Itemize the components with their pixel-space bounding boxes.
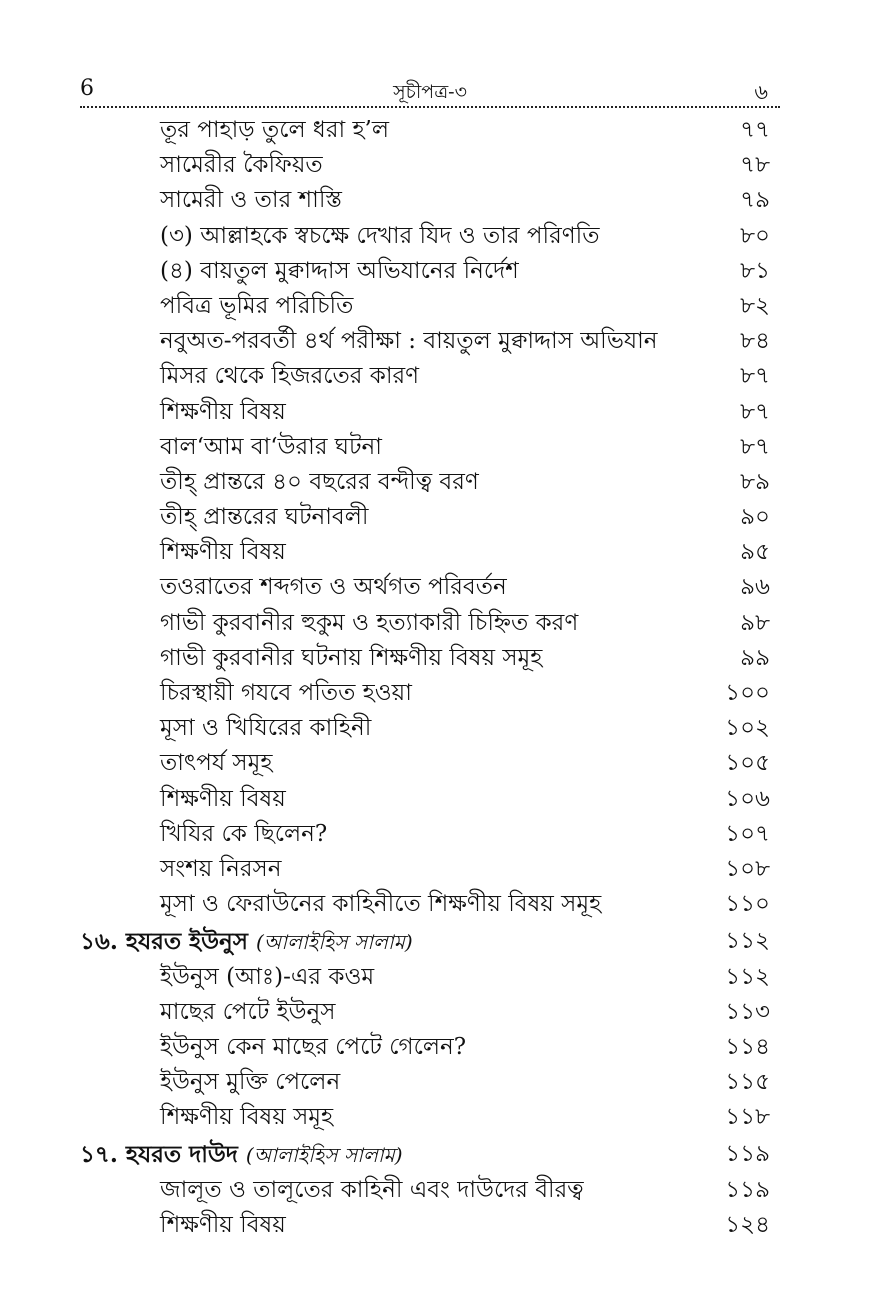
entry-title: শিক্ষণীয় বিষয় [160,398,286,425]
toc-entry [80,1100,770,1135]
entry-title: তওরাতের শব্দগত ও অর্থগত পরিবর্তন [160,574,507,601]
toc-entry [80,254,770,289]
entry-title: খিযির কে ছিলেন? [160,820,328,847]
table-of-contents [80,113,770,1243]
page-header [80,76,780,108]
entry-page: ১২৪ [725,1211,770,1238]
toc-entry [80,570,770,605]
toc-entry [80,1065,770,1100]
entry-page: ৭৮ [740,152,770,179]
chapter-title [80,924,413,960]
entry-title: মিসর থেকে হিজরতের কারণ [160,363,420,390]
toc-entry [80,782,770,817]
entry-title: পবিত্র ভূমির পরিচিতি [160,292,354,319]
toc-entry [80,995,770,1030]
page-number-right: ৬ [754,80,768,104]
entry-page: ১১৪ [725,1033,770,1060]
entry-page: ৮৯ [740,468,770,495]
entry-page: ১০২ [725,715,770,742]
entry-page: ৮১ [740,257,770,284]
entry-page: ৮৭ [740,363,770,390]
entry-page: ৮২ [740,292,770,319]
entry-page: ৮০ [740,222,770,249]
toc-entry [80,1173,770,1208]
toc-entry [80,500,770,535]
entry-title: তীহ্ প্রান্তরে ৪০ বছরের বন্দীত্ব বরণ [160,468,479,495]
entry-title: সামেরী ও তার শাস্তি [160,187,342,214]
toc-entry [80,641,770,676]
toc-entry [80,395,770,430]
page-number-left: 6 [80,76,94,101]
entry-title: গাভী কুরবানীর ঘটনায় শিক্ষণীয় বিষয় সমূহ [160,644,543,671]
chapter-name: ১৭. হযরত দাউদ [80,1141,238,1169]
entry-title: (৪) বায়তুল মুক্বাদ্দাস অভিযানের নির্দেশ [160,257,519,284]
entry-page: ১০০ [725,680,770,706]
entry-title: ইউনুস মুক্তি পেলেন [160,1069,341,1096]
entry-page: ৭৯ [740,187,770,214]
toc-entry [80,1208,770,1243]
entry-title: তীহ্ প্রান্তরের ঘটনাবলী [160,504,369,531]
entry-page: ৯৫ [740,539,770,566]
toc-entry [80,606,770,641]
entry-title: মূসা ও ফেরাউনের কাহিনীতে শিক্ষণীয় বিষয় সমূহ [160,891,602,918]
entry-title: শিক্ষণীয় বিষয় [160,785,286,812]
toc-entry [80,960,770,995]
toc-entry [80,711,770,746]
entry-page: ১০৭ [725,820,770,847]
toc-chapter [80,1137,770,1172]
toc-entry [80,1030,770,1065]
toc-entry [80,465,770,500]
toc-entry [80,219,770,254]
entry-title: সামেরীর কৈফিয়ত [160,152,323,179]
entry-title: শিক্ষণীয় বিষয় সমূহ [160,1104,334,1131]
entry-title: (৩) আল্লাহকে স্বচক্ষে দেখার যিদ ও তার পরিণতি [160,222,600,249]
entry-page: ৯৯ [740,644,770,671]
entry-title: মাছের পেটে ইউনুস [160,998,336,1025]
entry-title: সংশয় নিরসন [160,855,282,882]
toc-entry [80,359,770,394]
entry-page: ৯৮ [740,609,770,636]
entry-page: ১১২ [725,928,770,955]
entry-page: ১১৯ [725,1176,770,1203]
toc-entry [80,324,770,359]
chapter-title [80,1137,403,1173]
entry-page: ৯০ [740,504,770,531]
entry-title: তূর পাহাড় তুলে ধরা হ’ল [160,117,389,143]
entry-title: গাভী কুরবানীর হুকুম ও হত্যাকারী চিহ্নিত করণ [160,609,579,636]
entry-page: ১০৫ [725,750,770,777]
entry-page: ১০৮ [725,855,770,882]
entry-title: মূসা ও খিযিরের কাহিনী [160,715,372,742]
chapter-honorific: (আলাইহিস সালাম) [255,930,413,955]
toc-entry [80,817,770,852]
toc-entry [80,148,770,183]
entry-page: ৮৭ [740,433,770,460]
entry-title: ইউনুস কেন মাছের পেটে গেলেন? [160,1033,467,1060]
toc-entry [80,113,770,148]
toc-entry [80,852,770,887]
toc-entry [80,430,770,465]
entry-title: জালূত ও তালূতের কাহিনী এবং দাউদের বীরত্ব [160,1176,584,1203]
entry-title: ইউনুস (আঃ)-এর কওম [160,963,375,990]
entry-page: ৮৭ [740,398,770,425]
running-title: সূচীপত্র-৩ [393,81,467,103]
chapter-name: ১৬. হযরত ইউনুস [80,928,248,956]
entry-page: ১১৯ [725,1141,770,1168]
toc-entry [80,535,770,570]
entry-title: তাৎপর্য সমূহ [160,750,273,777]
toc-entry [80,183,770,218]
entry-title: চিরস্থায়ী গযবে পতিত হওয়া [160,680,412,706]
toc-entry [80,289,770,324]
entry-title: বাল‘আম বা‘উরার ঘটনা [160,433,382,460]
toc-entry [80,887,770,922]
entry-page: ৭৭ [740,117,770,143]
entry-page: ৮৪ [740,328,770,355]
entry-page: ১০৬ [725,785,770,812]
entry-page: ১১৩ [725,998,770,1025]
entry-page: ১১৮ [725,1104,770,1131]
toc-entry [80,746,770,781]
toc-chapter [80,924,770,959]
entry-title: নবুঅত-পরবর্তী ৪র্থ পরীক্ষা : বায়তুল মুক্বাদ্দাস অভিযান [160,328,658,355]
entry-page: ১১২ [725,963,770,990]
entry-page: ১১৫ [725,1069,770,1096]
entry-page: ১১০ [725,891,770,918]
entry-title: শিক্ষণীয় বিষয় [160,539,286,566]
entry-page: ৯৬ [740,574,770,601]
entry-title: শিক্ষণীয় বিষয় [160,1211,286,1238]
chapter-honorific: (আলাইহিস সালাম) [245,1143,403,1168]
toc-entry [80,676,770,711]
